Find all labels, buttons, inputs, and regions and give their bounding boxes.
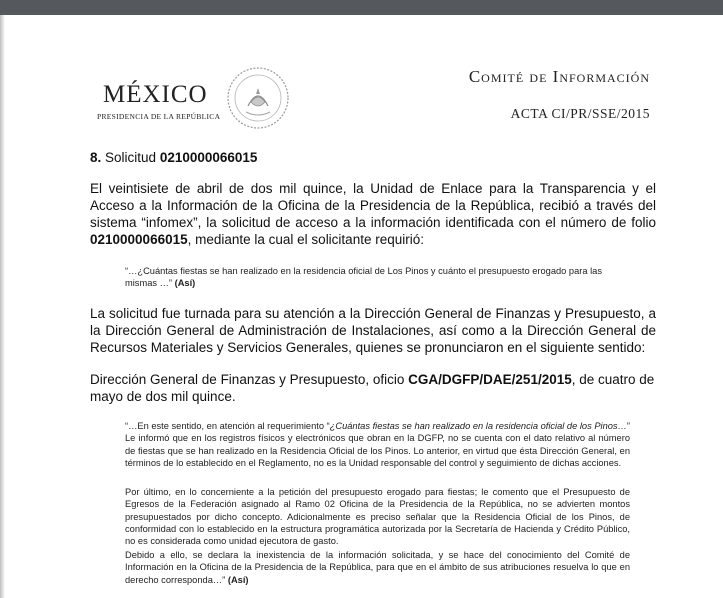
item-number: 8.: [90, 150, 102, 165]
quote-dgfp-3: [125, 549, 630, 586]
paragraph-dgfp: [90, 371, 656, 405]
quote-request-text: “…¿Cuántas fiestas se han realizado en la residencia oficial de Los Pinos y cuánto el presupuesto erogado para las mismas …”: [125, 266, 603, 289]
oficio-number: CGA/DGFP/DAE/251/2015: [408, 372, 572, 387]
quote-dgfp-1-b: ” Le informó que en los registros físicos y electrónicos que obran en la DGFP, no se cuenta con el dato relativo al número de fiestas que se han realizado en la Residencia Oficial de los Pinos. Lo anterior, en virtud que ésta Dirección General, en términos de lo establecido en el Reglamento, no es la Unidad responsable del control y seguimiento de dichas acciones.: [125, 421, 630, 468]
committee-title: Comité de Información: [468, 67, 650, 86]
paragraph-reception-text: El veintisiete de abril de dos mil quince, la Unidad de Enlace para la Transparencia y el Acceso a la Información de la Oficina de la Presidencia de la República, recibió a través del sistema “infomex”, la solicitud de acceso a la información identificada con el número de folio: [90, 181, 656, 230]
request-folio: 0210000066015: [159, 150, 258, 165]
paragraph-turnada: La solicitud fue turnada para su atención a la Dirección General de Finanzas y Presupuesto, a la Dirección General de Administración de Instalaciones, así como a la Dirección General de Recursos Materiales y Servicios Generales, quienes se pronunciaron en el siguiente sentido:: [90, 306, 656, 355]
acta-reference: ACTA CI/PR/SSE/2015: [510, 106, 650, 121]
paragraph-reception-tail: , mediante la cual el solicitante requirió:: [187, 232, 424, 247]
quote-dgfp-3-asi: (Así): [227, 574, 249, 585]
quote-request-asi: (Así): [174, 278, 196, 289]
paragraph-dgfp-tail: , de cuatro de mayo de dos mil quince.: [90, 372, 655, 404]
paragraph-dgfp-prefix: Dirección General de Finanzas y Presupuesto, oficio: [90, 372, 409, 387]
quote-dgfp-1-italic: ¿Cuántas fiestas se han realizado en la residencia oficial de los Pinos…: [329, 421, 627, 431]
request-heading: [90, 149, 257, 166]
page-edge-shadow: [0, 15, 5, 598]
paragraph-reception: [90, 180, 656, 248]
request-label: Solicitud: [105, 150, 157, 165]
quote-dgfp-1-a: “…En este sentido, en atención al requerimiento “: [125, 421, 330, 431]
quote-dgfp-3-text: Debido a ello, se declara la inexistencia de la información solicitada, y se hace del conocimiento del Comité de Información en la Oficina de la Presidencia de la República, para que en el ámbito de sus atribuciones resuelva lo que en derecho corresponda…”: [125, 550, 630, 585]
national-seal-icon: [226, 66, 290, 130]
quote-request: [125, 265, 630, 290]
document-page: [0, 15, 723, 598]
logo-subtitle: PRESIDENCIA DE LA REPÚBLICA: [97, 112, 221, 121]
quote-dgfp-1: [125, 420, 630, 469]
paragraph-reception-folio: 0210000066015: [90, 232, 188, 247]
viewer-top-bar: [0, 0, 723, 15]
logo-mexico: MÉXICO: [103, 81, 208, 108]
quote-dgfp-2: Por último, en lo concerniente a la petición del presupuesto erogado para fiestas; le comento que el Presupuesto de Egresos de la Federación asignado al Ramo 02 Oficina de la Presidencia de la República, no se advierten montos presupuestados por dicho concepto. Adicionalmente es preciso señalar que la Residencia Oficial de los Pinos, de conformidad con lo establecido en la estructura programática autorizada por la Secretaría de Hacienda y Crédito Público, no es considerada como unidad ejecutora de gasto.: [125, 487, 630, 547]
